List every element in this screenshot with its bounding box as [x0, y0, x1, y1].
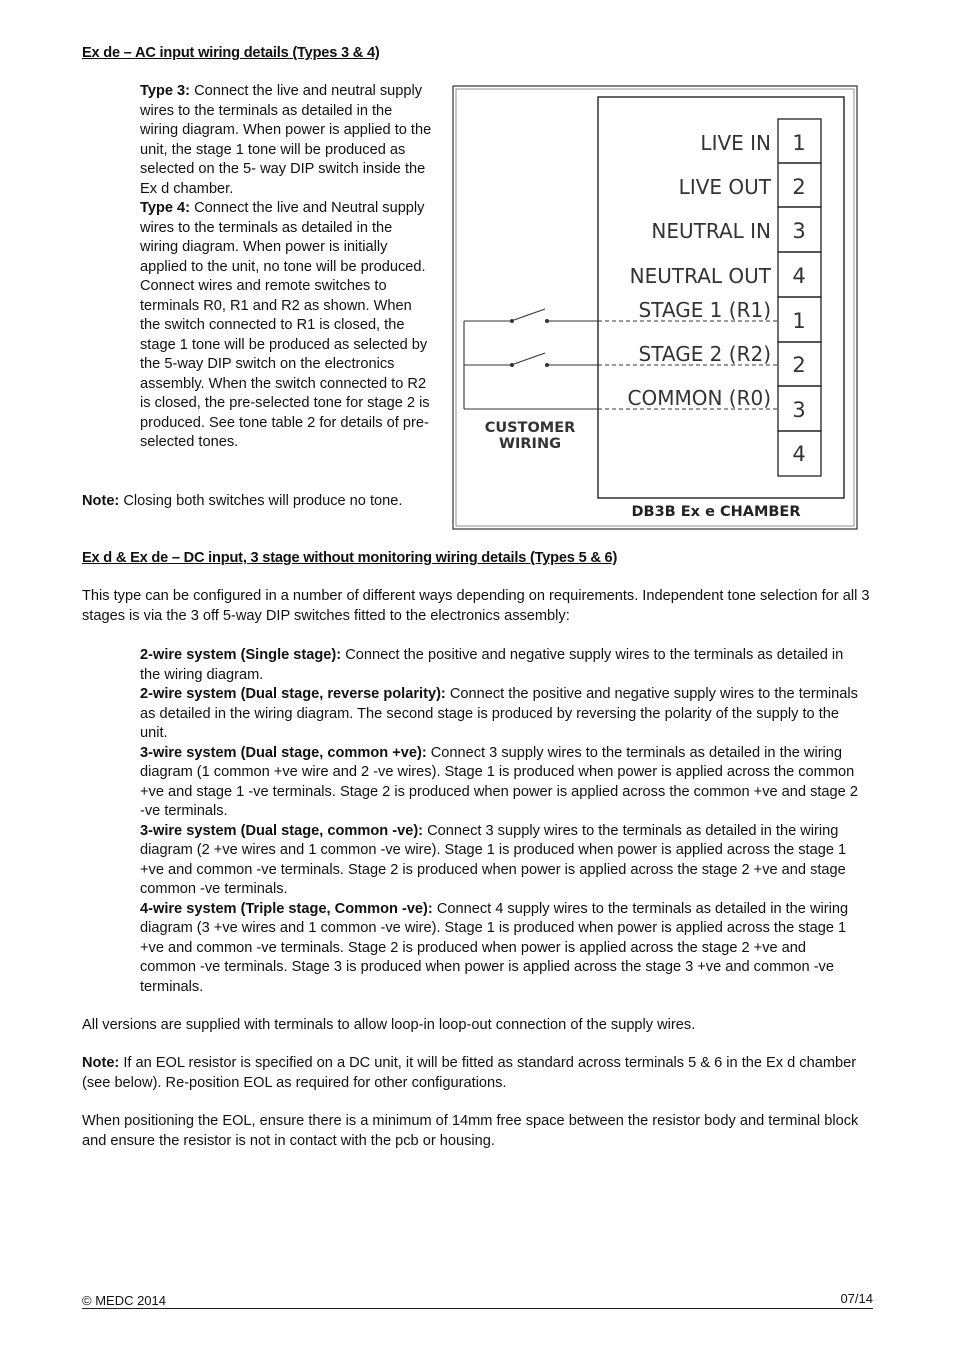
- type3-label: Type 3:: [140, 83, 191, 99]
- eol-positioning-text: When positioning the EOL, ensure there is a minimum of 14mm free space between the resistor body and terminal block and ensure the resistor is not in contact with the pcb or housing.: [82, 1113, 859, 1149]
- type4-text: Connect the live and Neutral supply wires to the terminals as detailed in the wiring diagram. When power is initially applied to the unit, no tone will be produced. Connect wires and remote switches to terminals R0, R1 and R2 as shown. When the switch connected to R1 is closed, the stage 1 tone will be produced as selected by the 5-way DIP switch on the electronics assembly. When the switch connected to R2 is closed, the pre-selected tone for stage 2 is produced. See tone table 2 for details of pre-selected tones.: [140, 200, 430, 450]
- terminal-number: 1: [792, 309, 806, 333]
- terminal-label-neutral-out: NEUTRAL OUT: [629, 264, 771, 288]
- chamber-label: DB3B Ex e CHAMBER: [631, 504, 801, 520]
- terminal-label-common: COMMON (R0): [627, 386, 771, 410]
- terminal-number: 3: [792, 219, 806, 243]
- terminal-number: 4: [792, 442, 806, 466]
- terminal-label-neutral-in: NEUTRAL IN: [651, 219, 771, 243]
- type3-paragraph: [140, 82, 432, 199]
- list-item-text: Connect the positive and negative supply wires to the terminals as detailed in the wiring diagram.: [140, 647, 844, 683]
- list-item: [140, 685, 862, 744]
- loop-in-loop-out-text: All versions are supplied with terminals to allow loop-in loop-out connection of the supply wires.: [82, 1017, 696, 1033]
- list-item-text: Connect 3 supply wires to the terminals as detailed in the wiring diagram (2 +ve wires and 1 common -ve wire). Stage 1 is produced when power is applied across the stage 1 +ve and common -ve terminals. Stage 2 is produced when power is applied across the stage 2 +ve and stage common -ve terminals.: [140, 822, 847, 897]
- terminal-number: 3: [792, 398, 806, 422]
- stage2-switch-blade: [514, 353, 545, 364]
- terminal-label-live-in: LIVE IN: [700, 131, 771, 155]
- terminal-number: 4: [792, 264, 806, 288]
- list-item-text: Connect 4 supply wires to the terminals as detailed in the wiring diagram (3 +ve wires and 1 common -ve wire). Stage 1 is produced when power is applied across the stage 1 +ve and common -ve terminals. Stage 2 is produced when power is applied across the stage 2 +ve and common -ve terminals. Stage 3 is produced when power is applied across the stage 3 +ve and common -ve terminals.: [140, 900, 849, 995]
- wiring-system-list: [140, 646, 862, 997]
- list-item-label: 4-wire system (Triple stage, Common -ve):: [140, 900, 433, 917]
- list-item-label: 2-wire system (Single stage):: [140, 647, 342, 663]
- stage1-switch-blade: [514, 309, 545, 320]
- section1-note: [82, 492, 432, 512]
- list-item: [140, 900, 862, 998]
- type4-label: Type 4:: [140, 200, 191, 216]
- terminal-label-stage2: STAGE 2 (R2): [638, 342, 771, 366]
- note-text: Closing both switches will produce no tone.: [119, 493, 403, 509]
- list-item-label: 2-wire system (Dual stage, reverse polarity):: [140, 686, 446, 702]
- type3-text: Connect the live and neutral supply wires to the terminals as detailed in the wiring diagram. When power is applied to the unit, the stage 1 tone will be produced as selected on the 5- way DIP switch inside the Ex d chamber.: [140, 83, 432, 197]
- section2-intro: This type can be configured in a number of different ways depending on requirements. Independent tone selection for all 3 stages is via the 3 off 5-way DIP switches fitted to the electronics assembly:: [82, 588, 870, 624]
- switch-contacts: [510, 319, 549, 367]
- footer-rule: [82, 1308, 873, 1309]
- list-item-text: Connect the positive and negative supply wires to the terminals as detailed in the wiring diagram. The second stage is produced by reversing the polarity of the supply to the unit.: [140, 686, 858, 741]
- note-text: If an EOL resistor is specified on a DC unit, it will be fitted as standard across terminals 5 & 6 in the Ex d chamber (see below). Re-position EOL as required for other configurations.: [82, 1055, 857, 1091]
- list-item-label: 3-wire system (Dual stage, common -ve):: [140, 822, 424, 839]
- terminal-number: 1: [792, 131, 806, 155]
- list-item-label: 3-wire system (Dual stage, common +ve):: [140, 744, 427, 761]
- footer-copyright: © MEDC 2014: [82, 1293, 166, 1308]
- section1-heading: Ex de – AC input wiring details (Types 3 & 4): [82, 45, 380, 61]
- type4-paragraph: [140, 199, 432, 453]
- list-item: [140, 744, 862, 822]
- note-label: Note:: [82, 1055, 120, 1071]
- terminal-label-stage1: STAGE 1 (R1): [638, 298, 771, 322]
- list-item: [140, 822, 862, 900]
- list-item-text: Connect 3 supply wires to the terminals as detailed in the wiring diagram (1 common +ve wire and 2 -ve wires). Stage 1 is produced when power is applied across the common +ve and stage 1 -ve terminals. Stage 2 is produced when power is applied across the common +ve and stage 2 -ve terminals.: [140, 744, 858, 819]
- list-item: [140, 646, 862, 685]
- section2-heading: Ex d & Ex de – DC input, 3 stage without monitoring wiring details (Types 5 & 6): [82, 550, 618, 566]
- terminal-number: 2: [792, 175, 806, 199]
- eol-note: [82, 1054, 872, 1093]
- terminal-block: [778, 119, 821, 476]
- note-label: Note:: [82, 493, 120, 509]
- type-descriptions: [140, 82, 432, 453]
- wiring-diagram: [452, 85, 858, 530]
- terminal-number: 2: [792, 353, 806, 377]
- customer-wiring-label: CUSTOMER: [484, 420, 576, 436]
- footer-date: 07/14: [840, 1291, 873, 1306]
- terminal-label-live-out: LIVE OUT: [678, 175, 771, 199]
- customer-wiring-label: WIRING: [499, 436, 561, 452]
